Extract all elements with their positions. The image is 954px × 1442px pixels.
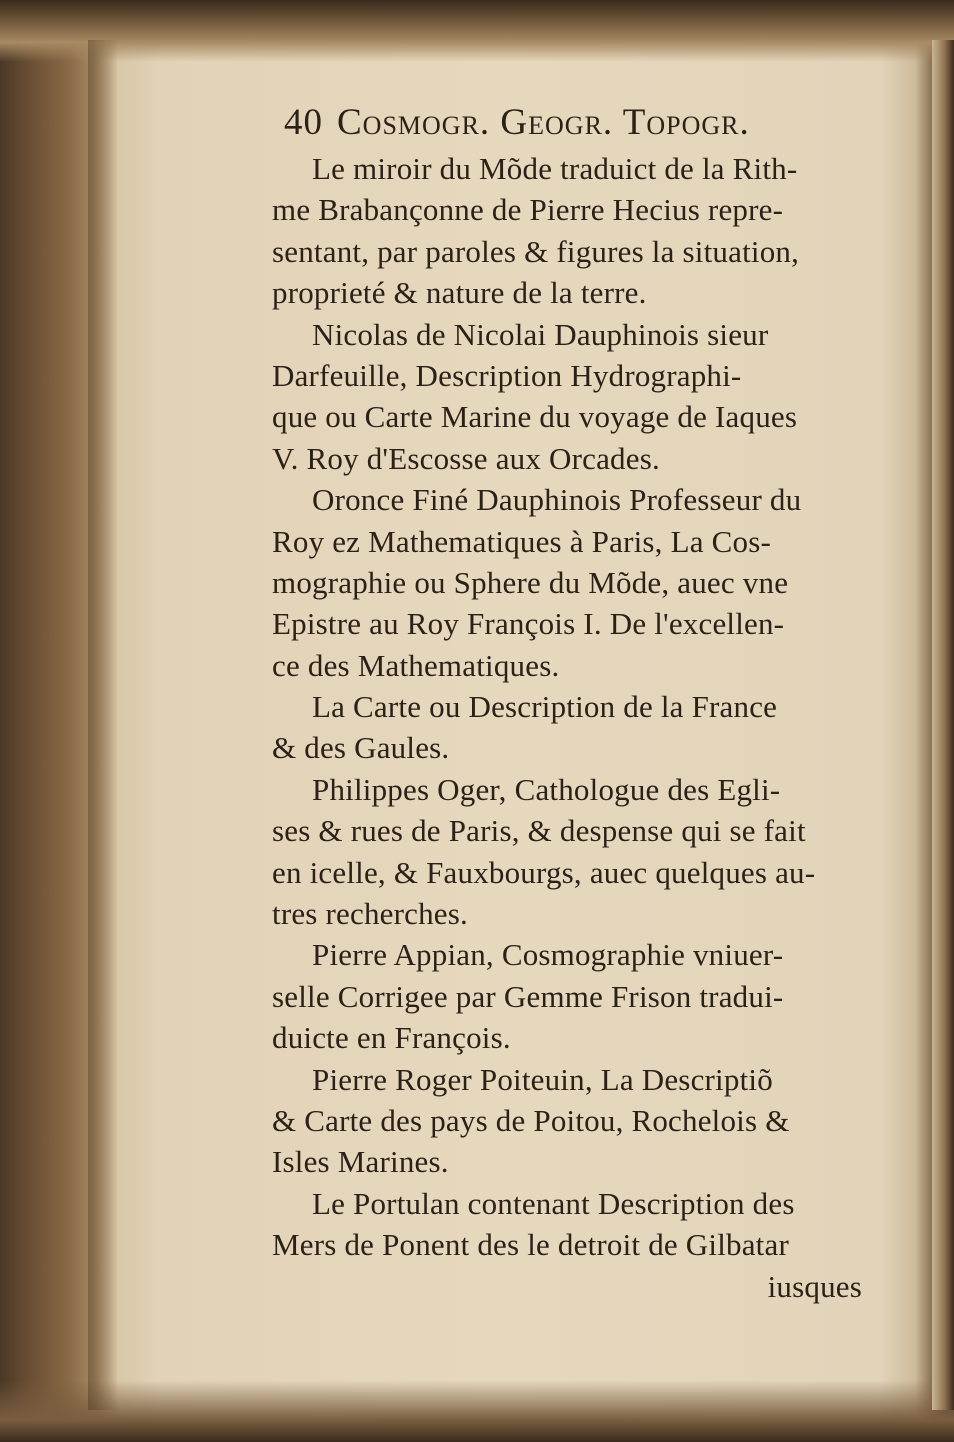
text-line: Le miroir du Mõde traduict de la Rith- xyxy=(312,151,798,186)
text-line: Epistre au Roy François I. De l'excellen- xyxy=(272,606,785,642)
catchword: iusques xyxy=(767,1268,862,1304)
text-line: proprieté & nature de la terre. xyxy=(272,275,647,311)
text-line: Nicolas de Nicolai Dauphinois sieur xyxy=(312,316,769,352)
spine-shadow xyxy=(88,40,118,1410)
text-line: & Carte des pays de Poitou, Rochelois & xyxy=(272,1102,790,1138)
text-line: Pierre Appian, Cosmographie vniuer- xyxy=(312,937,784,973)
text-line: mographie ou Sphere du Mõde, auec vne xyxy=(272,564,789,600)
text-line: Philippes Oger, Cathologue des Egli- xyxy=(312,771,781,807)
text-line: Oronce Finé Dauphinois Professeur du xyxy=(312,482,802,518)
text-line: ce des Mathematiques. xyxy=(272,647,560,683)
running-title: Cosmogr. Geogr. Topogr. xyxy=(337,102,750,143)
text-line: Le Portulan contenant Description des xyxy=(312,1185,795,1221)
text-line: & des Gaules. xyxy=(272,730,450,766)
text-line: Mers de Ponent des le detroit de Gilbatar xyxy=(272,1227,789,1263)
text-line: me Brabançonne de Pierre Hecius repre- xyxy=(272,192,784,228)
body-text xyxy=(272,148,872,1307)
text-line: duicte en François. xyxy=(272,1020,511,1056)
page-number: 40 xyxy=(284,102,323,143)
running-head xyxy=(284,98,872,148)
page-top-edge xyxy=(0,0,954,62)
text-line: tres recherches. xyxy=(272,896,468,932)
text-line: La Carte ou Description de la France xyxy=(312,689,778,725)
adjacent-page-edge xyxy=(932,40,954,1410)
text-line: en icelle, & Fauxbourgs, auec quelques au- xyxy=(272,854,816,890)
text-line: Pierre Roger Poiteuin, La Descriptiõ xyxy=(312,1061,773,1097)
text-line: que ou Carte Marine du voyage de Iaques xyxy=(272,399,798,435)
text-line: ses & rues de Paris, & despense qui se fait xyxy=(272,813,806,849)
text-line: selle Corrigee par Gemme Frison tradui- xyxy=(272,978,784,1014)
text-block xyxy=(272,98,872,1304)
text-line: Roy ez Mathematiques à Paris, La Cos- xyxy=(272,523,771,559)
page-bottom-edge xyxy=(0,1380,954,1442)
text-line: sentant, par paroles & figures la situation, xyxy=(272,233,800,269)
text-line: Darfeuille, Description Hydrographi- xyxy=(272,357,742,393)
text-line: Isles Marines. xyxy=(272,1144,449,1180)
text-line: V. Roy d'Escosse aux Orcades. xyxy=(272,440,660,476)
